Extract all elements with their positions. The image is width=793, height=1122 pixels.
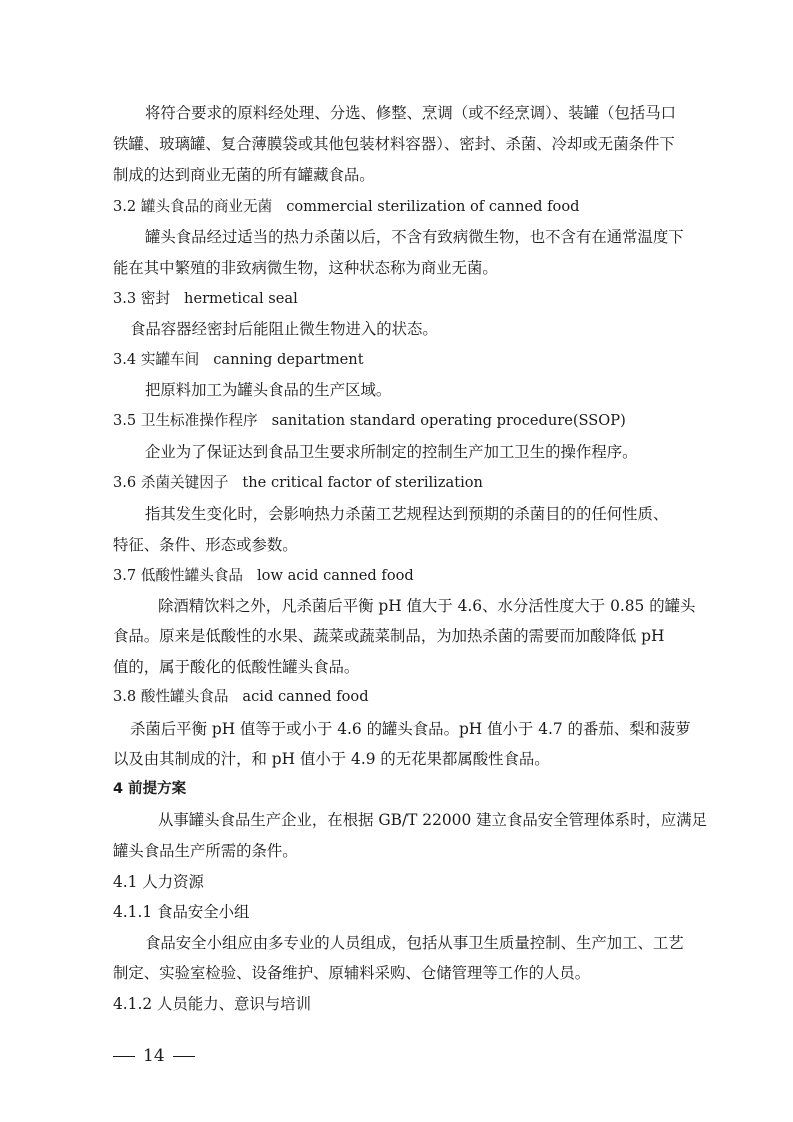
paragraph-line: 罐头食品生产所需的条件。 [113,842,298,860]
heading-en: acid canned food [242,688,369,705]
heading-en: low acid canned food [257,567,414,584]
footer-dash-left [113,1056,135,1057]
paragraph-line: 杀菌后平衡 pH 值等于或小于 4.6 的罐头食品。pH 值小于 4.7 的番茄、梨和菠萝 [130,720,691,738]
heading-cn: 3.6 杀菌关键因子 [113,474,229,491]
heading-en: canning department [213,351,364,368]
section-heading-4-1-1: 4.1.1 食品安全小组 [113,903,250,921]
section-heading-3-8 [113,687,369,707]
paragraph-line: 食品容器经密封后能阻止微生物进入的状态。 [130,320,438,338]
heading-cn: 3.7 低酸性罐头食品 [113,567,244,584]
paragraph-line: 除酒精饮料之外，凡杀菌后平衡 pH 值大于 4.6、水分活性度大于 0.85 的罐头 [158,597,696,615]
section-heading-3-7 [113,566,414,586]
section-heading-4-1: 4.1 人力资源 [113,873,204,891]
paragraph-line: 以及由其制成的汁，和 pH 值小于 4.9 的无花果都属酸性食品。 [113,750,550,768]
heading-cn: 3.4 实罐车间 [113,351,200,368]
heading-en: commercial sterilization of canned food [286,198,580,215]
section-heading-4: 4 前提方案 [113,781,187,797]
section-heading-3-3 [113,289,298,309]
paragraph-line: 制定、实验室检验、设备维护、原辅料采购、仓储管理等工作的人员。 [113,964,591,982]
paragraph-line: 食品。原来是低酸性的水果、蔬菜或蔬菜制品，为加热杀菌的需要而加酸降低 pH [113,627,665,645]
page-number: 14 [143,1046,165,1066]
paragraph-line: 制成的达到商业无菌的所有罐藏食品。 [113,166,375,184]
paragraph-line: 指其发生变化时，会影响热力杀菌工艺规程达到预期的杀菌目的的任何性质、 [145,505,669,523]
paragraph-line: 值的，属于酸化的低酸性罐头食品。 [113,658,360,676]
section-heading-4-1-2: 4.1.2 人员能力、意识与培训 [113,995,311,1013]
paragraph-line: 铁罐、玻璃罐、复合薄膜袋或其他包装材料容器）、密封、杀菌、冷却或无菌条件下 [113,135,675,153]
heading-cn: 3.5 卫生标准操作程序 [113,412,258,429]
paragraph-line: 企业为了保证达到食品卫生要求所制定的控制生产加工卫生的操作程序。 [145,443,638,461]
section-heading-3-2 [113,197,579,217]
section-heading-3-5 [113,411,626,431]
heading-en: sanitation standard operating procedure(SSOP) [271,412,626,429]
section-heading-3-4 [113,350,364,370]
page-footer [113,1045,195,1067]
section-heading-3-6 [113,473,483,493]
heading-cn: 3.3 密封 [113,290,171,307]
paragraph-line: 罐头食品经过适当的热力杀菌以后，不含有致病微生物，也不含有在通常温度下 [145,228,684,246]
paragraph-line: 将符合要求的原料经处理、分选、修整、烹调（或不经烹调）、装罐（包括马口 [145,104,676,122]
heading-en: hermetical seal [184,290,298,307]
heading-en: the critical factor of sterilization [242,474,483,491]
paragraph-line: 从事罐头食品生产企业，在根据 GB/T 22000 建立食品安全管理体系时，应满足 [158,811,708,829]
paragraph-line: 特征、条件、形态或参数。 [113,536,298,554]
paragraph-line: 能在其中繁殖的非致病微生物，这种状态称为商业无菌。 [113,259,498,277]
heading-cn: 3.8 酸性罐头食品 [113,688,229,705]
heading-cn: 3.2 罐头食品的商业无菌 [113,198,273,215]
footer-dash-right [173,1056,195,1057]
paragraph-line: 食品安全小组应由多专业的人员组成，包括从事卫生质量控制、生产加工、工艺 [145,934,684,952]
paragraph-line: 把原料加工为罐头食品的生产区域。 [145,381,392,399]
